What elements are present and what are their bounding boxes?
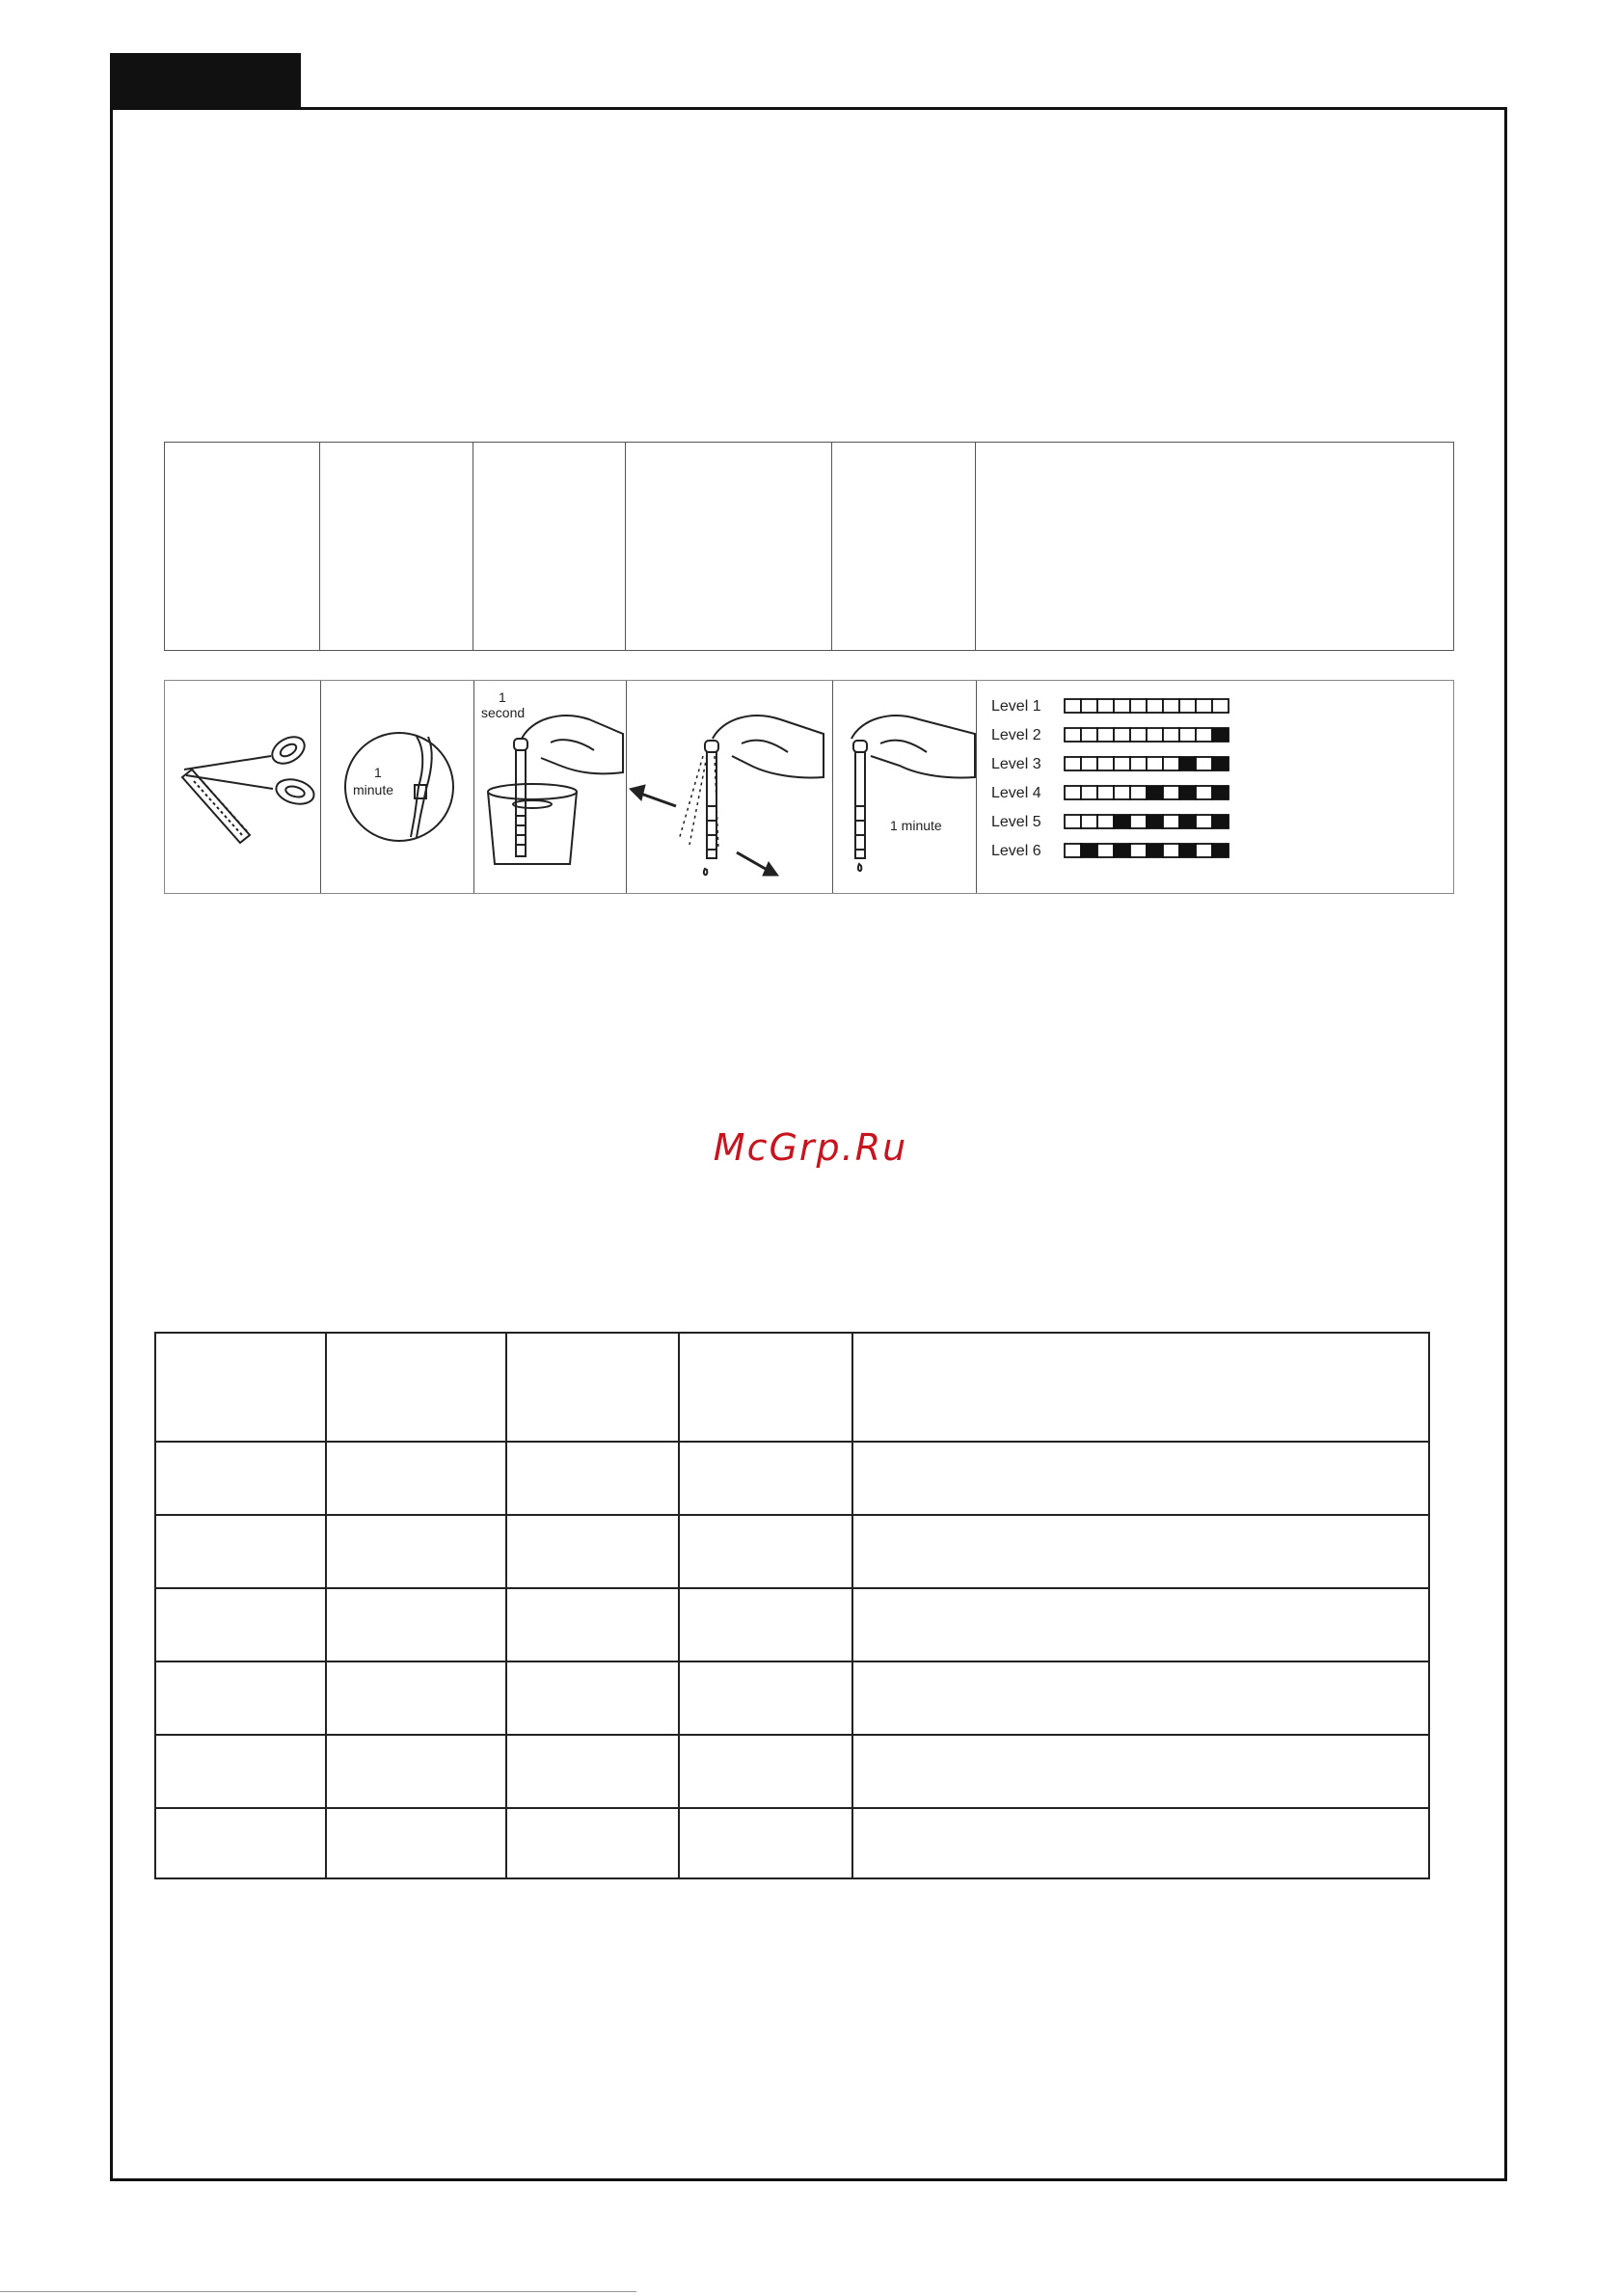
column-divider [831,443,832,650]
level-label: Level 4 [991,785,1041,801]
column-divider [975,443,976,650]
row-divider [156,1734,1428,1736]
level-cell [1114,699,1130,713]
level-cell [1081,757,1097,770]
level-cell [1081,844,1097,857]
level-cell [1179,815,1196,828]
level-cell [1196,757,1212,770]
level-cell [1179,757,1196,770]
level-cell [1212,757,1229,770]
level-label: Level 5 [991,814,1041,830]
level-cell [1196,699,1212,713]
data-table [154,1332,1430,1879]
level-cell [1081,786,1097,799]
level-cell [1163,728,1179,742]
level-cell [1196,844,1212,857]
step2-label: minute [353,782,394,797]
row-divider [156,1441,1428,1443]
level-cell [1147,844,1163,857]
level-label: Level 1 [991,698,1041,715]
level-cell [1114,815,1130,828]
level-cell [1147,728,1163,742]
level-cell [1179,786,1196,799]
level-cell [1212,728,1229,742]
level-cell [1065,815,1081,828]
column-divider [678,1334,680,1877]
row-divider [156,1661,1428,1662]
level-cell [1130,844,1147,857]
scissors-icon [165,681,319,893]
level-cell [1212,786,1229,799]
watermark: McGrp.Ru [713,1126,908,1169]
level-cell [1147,757,1163,770]
level-cell [1147,786,1163,799]
instruction-pictures [164,680,1454,894]
level-cell [1163,699,1179,713]
section-tab [110,53,301,109]
column-divider [625,443,626,650]
level-cell [1163,786,1179,799]
level-cell [1114,728,1130,742]
level-cell [1212,815,1229,828]
column-divider [851,1334,853,1877]
step3-label: second [481,705,526,720]
level-cell [1130,728,1147,742]
column-divider [505,1334,507,1877]
level-label: Level 6 [991,843,1041,859]
wait-strip-icon [832,681,976,893]
level-cell [1163,757,1179,770]
level-cell [1114,786,1130,799]
level-cell [1196,786,1212,799]
header-table [164,442,1454,651]
step2-number: 1 [374,765,382,780]
level-label: Level 2 [991,727,1041,743]
level-cell [1179,728,1196,742]
level-cell [1147,699,1163,713]
level-label: Level 3 [991,756,1041,772]
level-cell [1114,757,1130,770]
level-cell [1065,757,1081,770]
column-divider [325,1334,327,1877]
level-cell [1114,844,1130,857]
level-cell [1179,844,1196,857]
level-cell [1212,699,1229,713]
level-cell [1179,699,1196,713]
row-divider [156,1514,1428,1516]
level-cell [1130,815,1147,828]
level-cell [1097,757,1114,770]
levels-chart [976,681,1453,893]
dip-cup-icon [473,681,626,893]
level-cell [1065,844,1081,857]
shake-strip-icon [626,681,832,893]
level-cell [1081,699,1097,713]
level-cell [1097,815,1114,828]
level-cell [1065,699,1081,713]
level-cell [1097,728,1114,742]
level-cell [1097,699,1114,713]
column-divider [319,443,320,650]
level-cell [1196,728,1212,742]
level-cell [1130,699,1147,713]
level-cell [1097,844,1114,857]
level-cell [1081,728,1097,742]
level-cell [1163,844,1179,857]
level-cell [1065,728,1081,742]
footer-rule [0,2291,636,2292]
level-cell [1147,815,1163,828]
row-divider [156,1587,1428,1589]
level-cell [1196,815,1212,828]
level-cell [1065,786,1081,799]
row-divider [156,1807,1428,1809]
level-cell [1097,786,1114,799]
level-cell [1081,815,1097,828]
level-cell [1163,815,1179,828]
level-cell [1130,786,1147,799]
timer-circle-icon [320,681,473,893]
step5-label: 1 minute [890,818,942,833]
level-cell [1130,757,1147,770]
level-cell [1212,844,1229,857]
step3-number: 1 [499,689,506,705]
